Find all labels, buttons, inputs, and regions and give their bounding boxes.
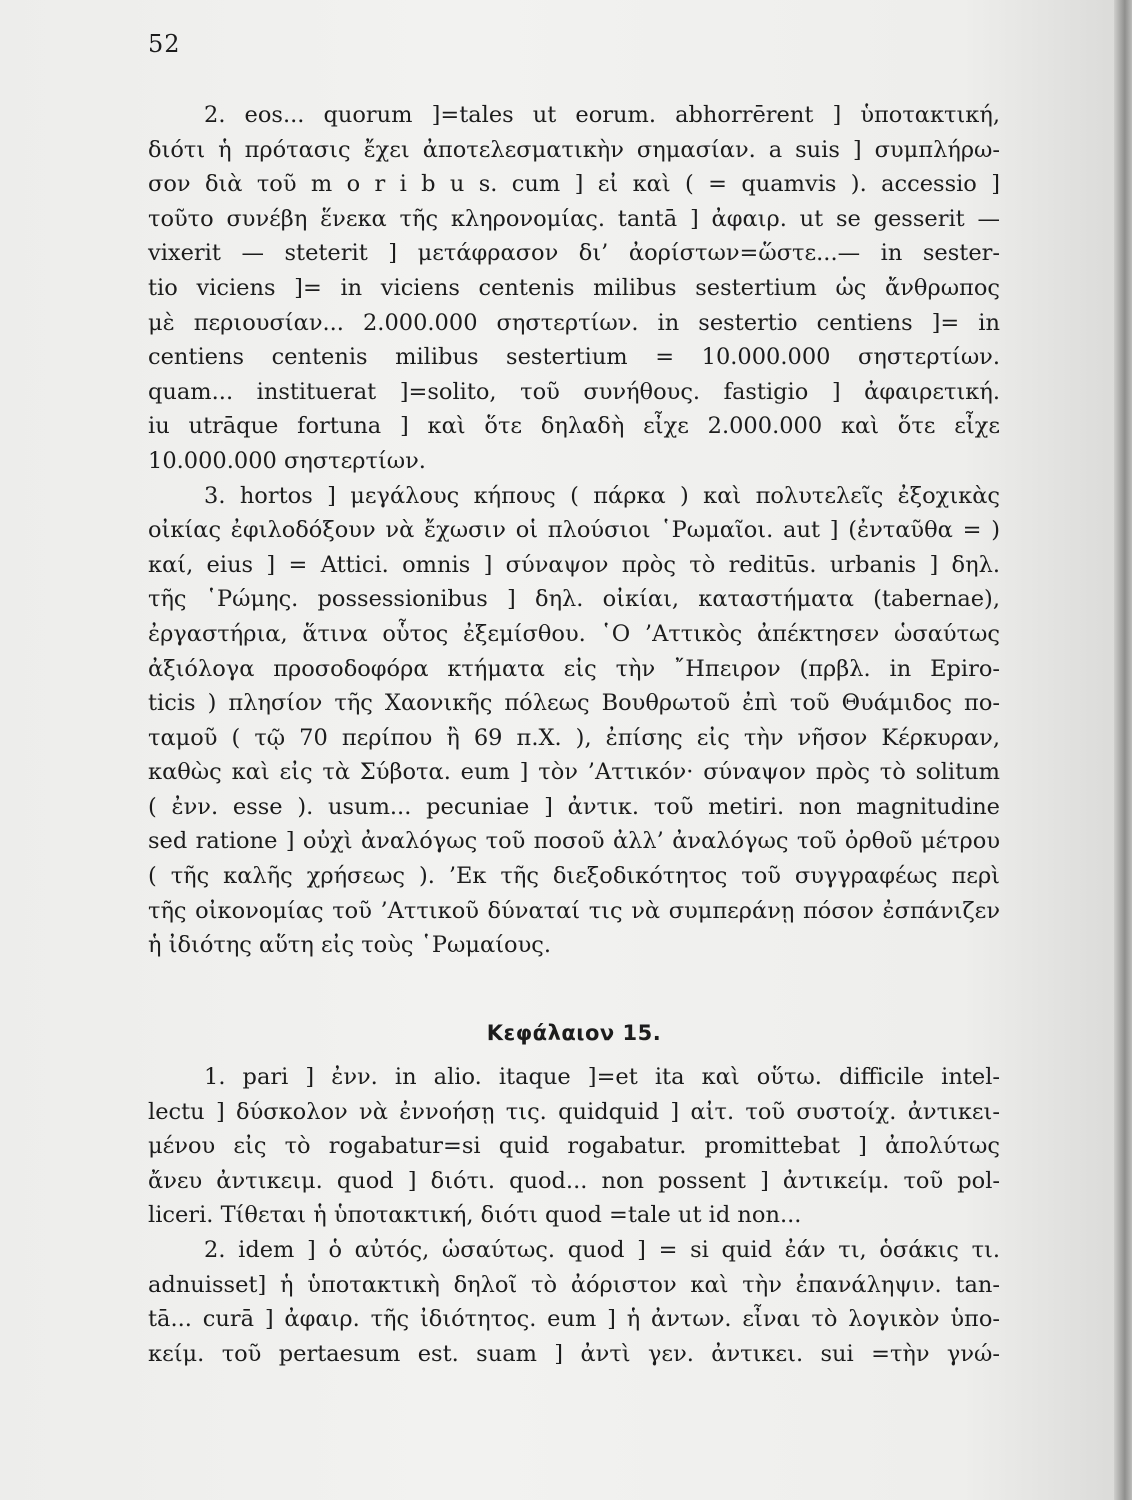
text-line: tā... curā ] ἀφαιρ. τῆς ἰδιότητος. eum ] ἡ ἀντων. εἶναι τὸ λογικὸν ὑπο- — [148, 1306, 1000, 1333]
text-line: καί, eius ] = Attici. omnis ] σύναψον πρὸς τὸ reditūs. urbanis ] δηλ. — [148, 551, 1000, 578]
text-line: μὲ περιουσίαν... 2.000.000 σηστερτίων. in sestertio centiens ]= in — [148, 309, 1000, 336]
text-line: ταμοῦ ( τῷ 70 περίπου ἢ 69 π.Χ. ), ἐπίσης εἰς τὴν νῆσον Κέρκυραν, — [148, 724, 1000, 751]
text-line: ἐργαστήρια, ἅτινα οὗτος ἐξεμίσθου. ῾Ο ’Αττικὸς ἀπέκτησεν ὡσαύτως — [148, 620, 1000, 647]
text-line: ( τῆς καλῆς χρήσεως ). ’Εκ τῆς διεξοδικότητος τοῦ συγγραφέως περὶ — [148, 863, 1000, 890]
text-line: κείμ. τοῦ pertaesum est. suam ] ἀντὶ γεν. ἀντικει. sui =τὴν γνώ- — [148, 1340, 1000, 1367]
text-line: ticis ) πλησίον τῆς Χαονικῆς πόλεως Βουθρωτοῦ ἐπὶ τοῦ Θυάμιδος πο- — [148, 690, 1000, 717]
text-line: ἀξιόλογα προσοδοφόρα κτήματα εἰς τὴν ῎Ηπειρον (πρβλ. in Epiro- — [148, 655, 1000, 682]
text-line: καθὼς καὶ εἰς τὰ Σύβοτα. eum ] τὸν ’Αττικόν· σύναψον πρὸς τὸ solitum — [148, 759, 1000, 786]
text-line: 3. hortos ] μεγάλους κήπους ( πάρκα ) καὶ πολυτελεῖς ἐξοχικὰς — [204, 482, 1000, 509]
text-line: iu utrāque fortuna ] καὶ ὅτε δηλαδὴ εἶχε 2.000.000 καὶ ὅτε εἶχε — [148, 413, 1000, 440]
text-line: ἄνευ ἀντικειμ. quod ] διότι. quod... non possent ] ἀντικείμ. τοῦ pol- — [148, 1167, 1000, 1194]
page-number: 52 — [148, 30, 181, 58]
text-line: ἡ ἰδιότης αὕτη εἰς τοὺς ῾Ρωμαίους. — [148, 932, 552, 959]
text-line: adnuisset] ἡ ὑποτακτικὴ δηλοῖ τὸ ἀόριστον καὶ τὴν ἐπανάληψιν. tan- — [148, 1271, 1000, 1298]
page-edge — [1114, 0, 1132, 1500]
text-line: τῆς ῾Ρώμης. possessionibus ] δηλ. οἰκίαι, καταστήματα (tabernae), — [148, 586, 1000, 613]
commentary-block-2: Κεφάλαιον 15. 1. pari ] ἐνν. in alio. itaque ]=et ita καὶ οὕτω. difficile intel- lectu ] δύσκολον νὰ ἐννοήσῃ τις. quidquid ] αἰτ. τοῦ συστοίχ. ἀντικει- μένου εἰς τὸ rogabatur=si quid rogabatur. promittebat ] ἀπολύτως ἄνευ ἀντικειμ. quod ] διότι. quod... non possent ] ἀντικείμ. τοῦ pol- liceri. Τίθεται ἡ ὑποτακτική, διότι quod =tale ut id non... 2. idem ] ὁ αὐτός, ὡσαύτως. quod ] = si quid ἐάν τι, ὁσάκις τι. adnuisset] ἡ ὑποτακτικὴ δηλοῖ τὸ ἀόριστον καὶ τὴν ἐπανάληψιν. tan- tā... curā ] ἀφαιρ. τῆς ἰδιότητος. eum ] ἡ ἀντων. εἶναι τὸ λογικὸν ὑπο- κείμ. τοῦ pertaesum est. suam ] ἀντὶ γεν. ἀντικει. sui =τὴν γνώ- — [148, 1060, 1000, 1371]
text-line: quam... instituerat ]=solito, τοῦ συνήθους. fastigio ] ἀφαιρετική. — [148, 378, 1000, 405]
text-line: centiens centenis milibus sestertium = 10.000.000 σηστερτίων. — [148, 344, 1000, 371]
text-line: tio viciens ]= in viciens centenis milibus sestertium ὡς ἄνθρωπος — [148, 274, 1000, 301]
text-line: οἰκίας ἐφιλοδόξουν νὰ ἔχωσιν οἱ πλούσιοι ῾Ρωμαῖοι. aut ] (ἐνταῦθα = ) — [148, 517, 1000, 544]
text-line: lectu ] δύσκολον νὰ ἐννοήσῃ τις. quidquid ] αἰτ. τοῦ συστοίχ. ἀντικει- — [148, 1098, 1000, 1125]
text-line: 10.000.000 σηστερτίων. — [148, 447, 426, 474]
text-line: 2. idem ] ὁ αὐτός, ὡσαύτως. quod ] = si quid ἐάν τι, ὁσάκις τι. — [204, 1236, 1000, 1263]
text-line: τοῦτο συνέβη ἕνεκα τῆς κληρονομίας. tantā ] ἀφαιρ. ut se gesserit — — [148, 205, 1000, 232]
text-line: ( ἐνν. esse ). usum... pecuniae ] ἀντικ. τοῦ metiri. non magnitudine — [148, 793, 1000, 820]
commentary-block-1 — [148, 98, 1000, 963]
text-line: σον διὰ τοῦ m o r i b u s. cum ] εἰ καὶ ( = quamvis ). accessio ] — [148, 171, 1000, 198]
text-line: μένου εἰς τὸ rogabatur=si quid rogabatur. promittebat ] ἀπολύτως — [148, 1133, 1000, 1160]
text-line: 2. eos... quorum ]=tales ut eorum. abhorrērent ] ὑποτακτική, — [204, 102, 1000, 128]
text-line: τῆς οἰκονομίας τοῦ ’Αττικοῦ δύναταί τις νὰ συμπεράνῃ πόσον ἐσπάνιζεν — [148, 897, 1000, 924]
text-line: vixerit — steterit ] μετάφρασον δι’ ἀορίστων=ὥστε...— in sester- — [148, 240, 1000, 267]
text-line: 1. pari ] ἐνν. in alio. itaque ]=et ita καὶ οὕτω. difficile intel- — [204, 1064, 1000, 1090]
text-line: liceri. Τίθεται ἡ ὑποτακτική, διότι quod =tale ut id non... — [148, 1202, 802, 1229]
text-line: διότι ἡ πρότασις ἔχει ἀποτελεσματικὴν σημασίαν. a suis ] συμπλήρω- — [148, 136, 1000, 163]
text-line: sed ratione ] οὐχὶ ἀναλόγως τοῦ ποσοῦ ἀλλ’ ἀναλόγως τοῦ ὀρθοῦ μέτρου — [148, 828, 1000, 855]
